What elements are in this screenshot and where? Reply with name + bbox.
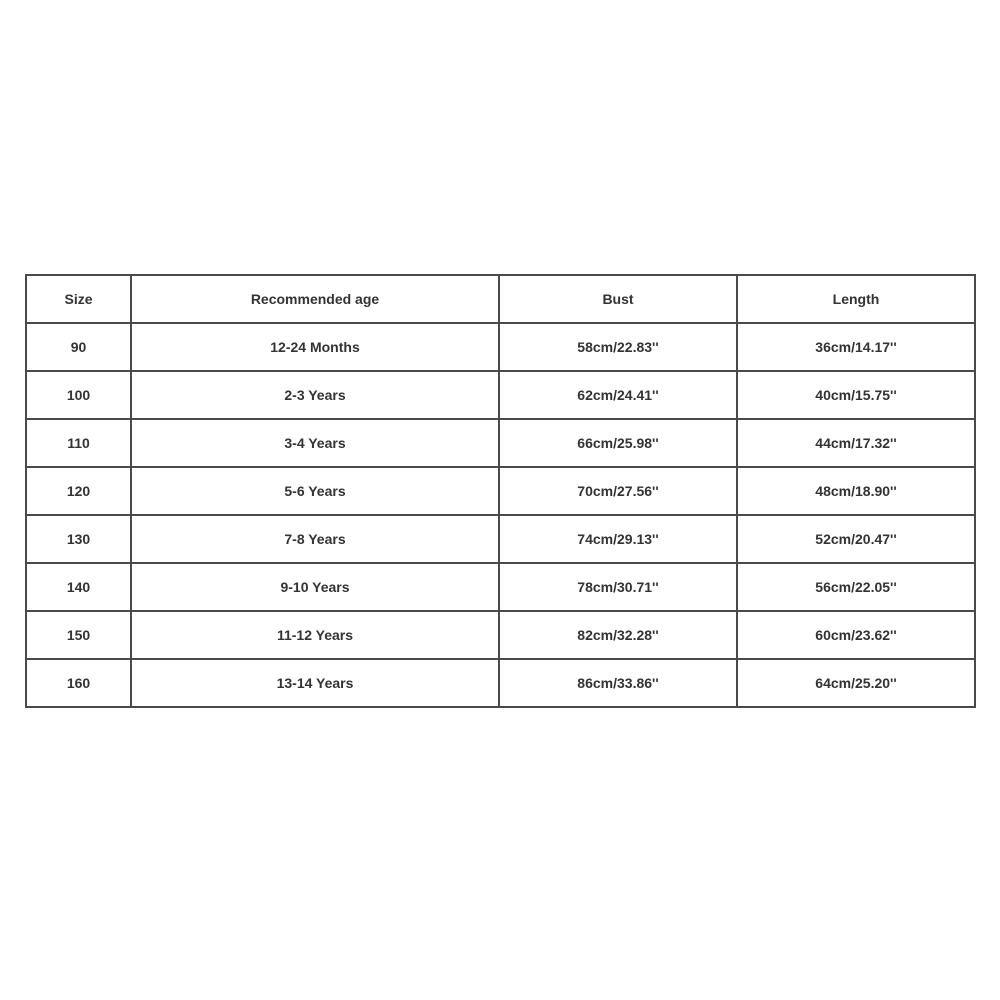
cell-bust: 58cm/22.83'' — [499, 323, 737, 371]
table-row — [26, 563, 975, 611]
cell-recommended-age: 2-3 Years — [131, 371, 499, 419]
cell-bust: 74cm/29.13'' — [499, 515, 737, 563]
cell-recommended-age: 3-4 Years — [131, 419, 499, 467]
cell-length: 44cm/17.32'' — [737, 419, 975, 467]
table-row — [26, 419, 975, 467]
table-row — [26, 611, 975, 659]
table-header-row — [26, 275, 975, 323]
cell-bust: 86cm/33.86'' — [499, 659, 737, 707]
header-length: Length — [737, 275, 975, 323]
cell-recommended-age: 9-10 Years — [131, 563, 499, 611]
table-row — [26, 659, 975, 707]
cell-length: 56cm/22.05'' — [737, 563, 975, 611]
header-bust: Bust — [499, 275, 737, 323]
table-row — [26, 371, 975, 419]
cell-recommended-age: 13-14 Years — [131, 659, 499, 707]
cell-recommended-age: 11-12 Years — [131, 611, 499, 659]
table-row — [26, 467, 975, 515]
table-row — [26, 323, 975, 371]
cell-size: 120 — [26, 467, 131, 515]
cell-length: 48cm/18.90'' — [737, 467, 975, 515]
header-size: Size — [26, 275, 131, 323]
cell-bust: 70cm/27.56'' — [499, 467, 737, 515]
cell-recommended-age: 5-6 Years — [131, 467, 499, 515]
cell-length: 52cm/20.47'' — [737, 515, 975, 563]
table-row — [26, 515, 975, 563]
cell-size: 130 — [26, 515, 131, 563]
cell-length: 40cm/15.75'' — [737, 371, 975, 419]
cell-size: 110 — [26, 419, 131, 467]
cell-length: 60cm/23.62'' — [737, 611, 975, 659]
cell-size: 160 — [26, 659, 131, 707]
cell-size: 150 — [26, 611, 131, 659]
cell-bust: 62cm/24.41'' — [499, 371, 737, 419]
cell-size: 90 — [26, 323, 131, 371]
size-chart-table — [25, 274, 976, 708]
cell-bust: 78cm/30.71'' — [499, 563, 737, 611]
cell-bust: 66cm/25.98'' — [499, 419, 737, 467]
cell-bust: 82cm/32.28'' — [499, 611, 737, 659]
cell-recommended-age: 12-24 Months — [131, 323, 499, 371]
cell-size: 140 — [26, 563, 131, 611]
cell-recommended-age: 7-8 Years — [131, 515, 499, 563]
cell-length: 64cm/25.20'' — [737, 659, 975, 707]
cell-length: 36cm/14.17'' — [737, 323, 975, 371]
cell-size: 100 — [26, 371, 131, 419]
header-recommended-age: Recommended age — [131, 275, 499, 323]
